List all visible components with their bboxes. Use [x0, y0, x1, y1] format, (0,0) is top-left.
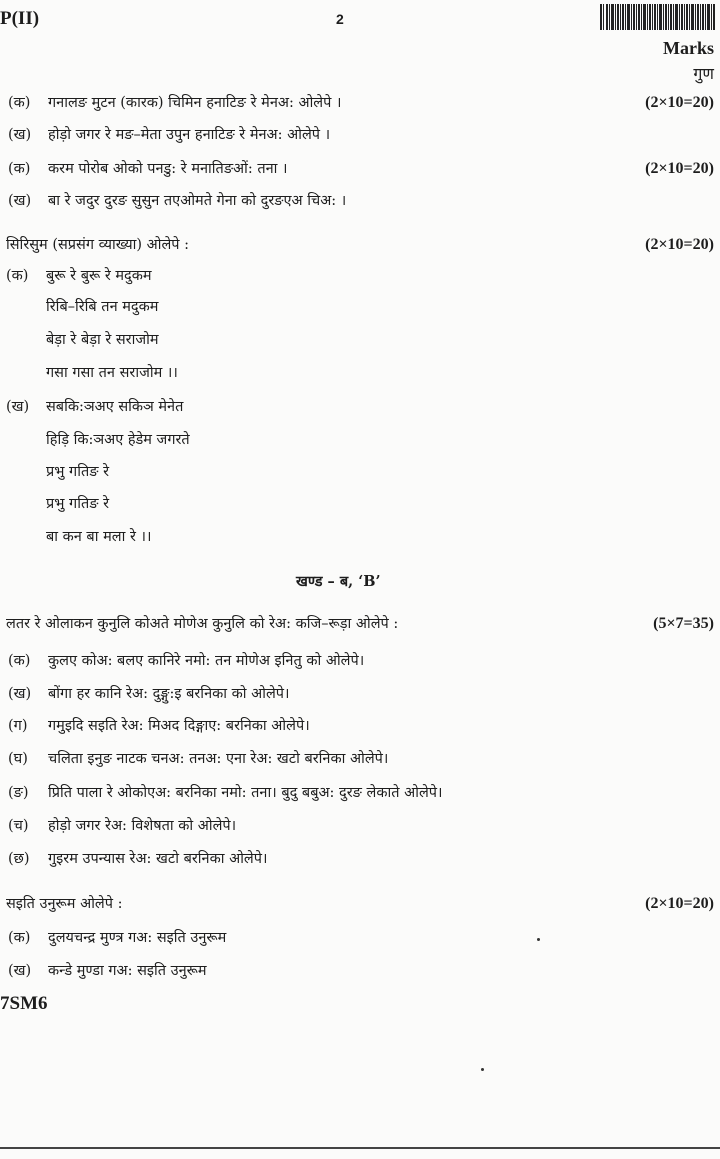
- paper-code: P(II): [0, 8, 40, 29]
- poem-line: सबकि:ञअए सकिञ मेनेत: [46, 399, 184, 415]
- question-text: बा रे जदुर दुरङ सुसुन तएओमते गेना को दुरङएअ चिअ: ।: [48, 193, 347, 209]
- marks-value: (2×10=20): [645, 94, 714, 111]
- marks-value: (2×10=20): [645, 895, 714, 912]
- poem-line: प्रभु गतिङ रे: [46, 496, 110, 512]
- item-label: (च): [8, 818, 29, 834]
- question-label: (क): [8, 161, 31, 177]
- page-number: 2: [336, 11, 344, 27]
- poem-line: हिड़ि कि:ञअए हेडेम जगरते: [46, 432, 190, 448]
- question-line: [8, 158, 288, 178]
- marks-value: (2×10=20): [645, 236, 714, 253]
- question-label: (ख): [8, 127, 32, 143]
- final-question-heading: सइति उनुरूम ओलेपे :: [6, 896, 123, 912]
- question-line: [8, 124, 330, 144]
- item-text: गुइरम उपन्यास रेअ: खटो बरनिका ओलेपे।: [48, 851, 268, 867]
- paper-footer-code: 7SM6: [0, 993, 48, 1014]
- question-text: गनालङ मुटन (कारक) चिमिन हनाटिङ रे मेनअ: ओलेपे ।: [48, 95, 342, 111]
- poem-line: बुरू रे बुरू रे मदुकम: [46, 268, 152, 284]
- list-item: [8, 748, 388, 768]
- list-item: [8, 960, 207, 980]
- poem-line: बेड़ा रे बेड़ा रे सराजोम: [46, 332, 159, 348]
- marks-value: (2×10=20): [645, 160, 714, 177]
- question-text: करम पोरोब ओको पनडु: रे मनातिङओं: तना ।: [48, 161, 288, 177]
- list-item: [8, 650, 364, 670]
- list-item: [8, 782, 443, 802]
- list-item: [8, 815, 236, 835]
- item-label: (ख): [8, 963, 32, 979]
- poem-line: प्रभु गतिङ रे: [46, 464, 110, 480]
- marks-heading-hi: गुण: [693, 64, 714, 83]
- item-text: गमुइदि सइति रेअ: मिअद दिङ्गाए: बरनिका ओलेपे।: [48, 718, 310, 734]
- question-line: [8, 190, 346, 210]
- item-label: (क): [8, 653, 31, 669]
- poem-heading: सिरिसुम (सप्रसंग व्याख्या) ओलेपे :: [6, 237, 190, 253]
- question-line: [8, 92, 341, 112]
- item-label: (ग): [8, 718, 28, 734]
- poem-line: बा कन बा मला रे ।।: [46, 529, 152, 545]
- poem-line: गसा गसा तन सराजोम ।।: [46, 365, 178, 381]
- item-label: (घ): [8, 751, 28, 767]
- list-item: [8, 848, 267, 868]
- list-item: [8, 683, 290, 703]
- question-text: होड़ो जगर रे मङ–मेता उपुन हनाटिङ रे मेनअ: ओलेपे ।: [48, 127, 331, 143]
- poem-a-label: (क): [6, 268, 29, 284]
- item-text: कन्डे मुण्डा गअ: सइति उनुरूम: [48, 963, 207, 979]
- item-label: (छ): [8, 851, 30, 867]
- marks-value: (5×7=35): [653, 615, 714, 632]
- item-label: (ख): [8, 686, 32, 702]
- bottom-edge-rule: [0, 1147, 720, 1149]
- question-label: (ख): [8, 193, 32, 209]
- item-text: चलिता इनुङ नाटक चनअ: तनअ: एना रेअ: खटो बरनिका ओलेपे।: [48, 751, 389, 767]
- item-text: दुलयचन्द्र मुण्त्र गअ: सइति उनुरूम: [48, 930, 227, 946]
- section-b-instruction: लतर रे ओलाकन कुनुलि कोअते मोणेअ कुनुलि को रेअ: कजि–रूड़ा ओलेपे :: [6, 616, 399, 632]
- item-label: (ङ): [8, 785, 29, 801]
- poem-line: रिबि–रिबि तन मदुकम: [46, 299, 159, 315]
- section-b-title: खण्ड – ब, ‘B’: [296, 573, 381, 590]
- list-item: [8, 927, 226, 947]
- item-text: बोंगा हर कानि रेअ: दुङ्गु:इ बरनिका को ओलेपे।: [48, 686, 290, 702]
- item-text: होड़ो जगर रेअ: विशेषता को ओलेपे।: [48, 818, 237, 834]
- item-text: प्रिति पाला रे ओकोएअ: बरनिका नमो: तना। बुदु बबुअ: दुरङ लेकाते ओलेपे।: [48, 785, 443, 801]
- marks-heading-en: Marks: [663, 38, 714, 58]
- speck-mark: [481, 1068, 484, 1071]
- list-item: [8, 715, 310, 735]
- question-label: (क): [8, 95, 31, 111]
- speck-mark: [537, 938, 540, 941]
- item-label: (क): [8, 930, 31, 946]
- barcode: [600, 4, 716, 30]
- poem-b-label: (ख): [6, 399, 30, 415]
- item-text: कुलए कोअ: बलए कानिरे नमो: तन मोणेअ इनितु को ओलेपे।: [48, 653, 365, 669]
